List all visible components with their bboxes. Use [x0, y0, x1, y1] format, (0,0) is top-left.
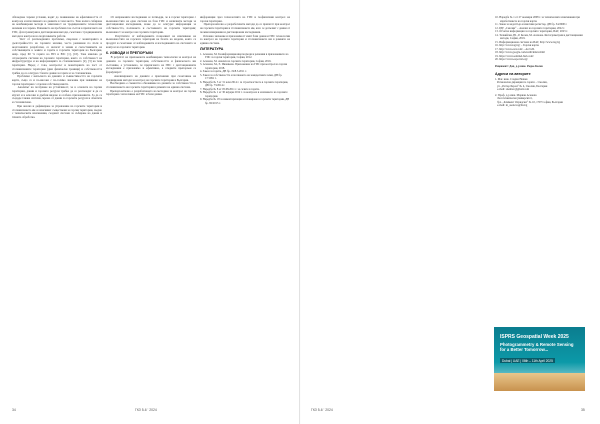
reference-item: 13. Отчетна информация за горските територии, ИАГ, 2023 г.: [495, 30, 568, 33]
reference-item: 14. Телкийски, Ю., Р. Колев, М. Асенова. Фотограметрия и дистанционни методи, София, 2019.: [495, 33, 583, 40]
author-addresses-heading: Адреси на авторите: [495, 72, 531, 76]
reference-item: 10. Наредба № 1 от 27 ноември 2008 г. за техническите изисквания при изработването на горски карти.: [495, 16, 580, 23]
reference-item: 15. Информационна система на ИАГ, http://www.iag.bg: [495, 40, 561, 44]
reference-item: 11. Закон за кадастъра и имотния регистър, ДВ бр. 34/2000 г.: [495, 23, 568, 26]
reviewer-line: Рецензент: Доц. д-р инж. Радко Колев: [495, 64, 543, 68]
reference-item: 12. РДГ „Смолян“ – Анализ на горските територии, 2022 г.: [495, 26, 565, 30]
conference-advertisement: [494, 327, 585, 391]
left-page-column-1: [12, 16, 102, 401]
body-text: В резултат на приложената комбинирана технология за контрол на данните за горските територии, собствеността и физическото им състояние, е установено, че прилагането на ГИС с дистанционните изследвания е приложимо и ефективно, а следните препоръки се формулират: Анализирането на данните е приложимо при съчетаване на традиционни методи за контрол на горските територии в България. Необходимо е съвместно обновяване на данните за собствеността и стопанисването на горските територии в рамките на единна система. Препоръчително е разработването на методика за контрол на горски територии с използване на ГИС и бази данни.: [106, 55, 197, 97]
body-text: От направените изследвания се потвърди, че в горски територии с възможностите на една система на база ГИС и наличните методи за дистанционни изследвания, може да се осигури: информация за собствеността, ползването и състоянието на горските територии; възможност за контрол на горските територии. Резултатите от наблюденията позволяват на изясняване на възможностите на горската територия на базата на модели, които са продукт и съчетание от наблюденията и изследванията на системата за контрол на горските територии.: [106, 15, 197, 49]
reference-item: 4. Закон за горите, ДВ бр. 19/8.3.2011 г.: [200, 70, 247, 74]
section-heading-conclusions: 6. ИЗВОДИ И ПРЕПОРЪКИ: [106, 50, 153, 55]
body-text: информация чрез технологията на ГИС и геофизичния контрол на горски територии. Препоръчително е разработените методи да се прилагат при контрол на горските територии и стопанисването им, като се допълват с данни от полеви измервания и дистанционни изследвания. Основно значение и приложимост имат бази данни и ГИС технологии за контрол на горските територии и стопанисването им в рамките на единна система.: [200, 15, 290, 45]
journal-issue-left: ГКЗ 5-6 ' 2024: [135, 408, 157, 412]
author-address: 2. Проф. д-р инж. Мариан Асенова Лесотехнически университет, бул. „Климент Охридски“ № 10, 1797 София, България e-mail: m_asenova@ltu.bg: [495, 93, 563, 107]
desert-sand-graphic: [494, 373, 585, 391]
page-number-left: 34: [12, 408, 16, 412]
reference-item: 7. Наредба № 8 от 05.08.2011 г. за сечите в горите.: [200, 87, 260, 91]
reference-item: 9. Наредба № 18 за инвентаризация и планиране в горските територии, ДВ бр. 82/2015 г.: [200, 98, 290, 105]
reference-list: [200, 53, 290, 106]
left-page-column-2: [106, 16, 196, 401]
reference-item: 8. Наредба № 1 от 30 януари 2012 г. за контрола и опазването на горските територии.: [200, 91, 288, 98]
right-page-column-1: [311, 16, 401, 401]
reference-item: 2. Асенова, М. Анализ на горските територии, София, 2016.: [200, 59, 272, 63]
reference-item: 1. Асенова, М. Геоинформационни подходи и решения в приложението на ГИС за горски територии, София, 2012.: [200, 52, 289, 60]
ad-dates: Dubai | UAE | 06th – 11th April 2025: [502, 358, 553, 363]
left-page-column-3: [200, 16, 290, 401]
reference-item: 20. https://www.eoportal.org/: [495, 58, 528, 61]
reference-item: 5. Закон за собствеността и ползването на земеделските земи, ДВ бр. 17/1991 г.: [200, 73, 283, 81]
reference-item: 6. Наредба № 5 от 31 юли 2014 г. за строителството в горските територии, ДВ бр. 73/2014 г.: [200, 80, 289, 88]
reference-item: 16. http://www.iag.bg/ – Горски карти.: [495, 44, 540, 47]
body-text: обхождане терени условия, водят до понижаване на ефективността от контрола и използването на данните в тези места. Това налага събиране на комбинирани методи в зависимост на традиционните технологии наземни и в терена. Решението на проблемът не състои в прилагането на ГИС, фотограметрия и дистанционни методи, съчетани с традиционните методи и контрола на подпочвените работи. Част от разглежданите проблеми, свързани с мониторинга и дълготрайността на горските масиви, често решавани по пътя и неотложните разработки, се налагат в земни и съпоставимите на собствениците в земите и горите в горските територии на България, напр. пред 60 % горите на ЮЗ и ЮС [1], [10]. Това изисква да отговорните системи на горските територии, които са собственост на инфраструктура и на информацията за стопанисването [2], [3] на тези територии. Наред с това, контролът и мониторинга на част от стопанисваните територии (дим физически граници) и собствеността трябва да се осигури с базите данни за горите и за стопанисване. Проблеми с непълнота на данните и съвместимостта на горските карти, също са и по-високи с по-голямо значение при заявяване на горски територии с отделни собствени имоти. Анализът на ползуване на устойчивост, че в основата на горски територии, данни и горските ресурси трябва да се разглеждат и да се изучат и в класови и дребни видове и особено приложенията. За да се създаде такава система, мрежа от данни за горските ресурси и обектите и стопанисване. При анализ и дефиниране за управление на горските територии и стопанисването им се изясняват съществени за горски територии, заедно с техническите изисквания, създават система за събиране на данни и тяхната обработка.: [12, 15, 103, 119]
reference-list-continued: [495, 16, 587, 62]
reference-item: 17. http://www.esri.com/ – ArcGIS.: [495, 47, 535, 51]
ad-title: ISPRS Geospatial Week 2025: [500, 334, 569, 340]
right-page: [301, 0, 600, 424]
page-number-right: 35: [581, 408, 585, 412]
journal-issue-right: ГКЗ 5-6 ' 2024: [311, 408, 333, 412]
author-address: 1. Маг. инж. Сладан Нешев Регионална дирекция по горите – Смолян, ул. „Петър Берон“ № 4, Смолян, България e-mail: sneshev@gmail.com: [495, 77, 548, 91]
ad-subtitle: Photogrammetry & Remote Sensing for a Better Tomorrow...: [500, 342, 574, 352]
reference-item: 18. http://www.google.com/earth/index.html: [495, 51, 545, 54]
section-heading-references: ЛИТЕРАТУРА: [200, 47, 224, 52]
reference-item: 19. https://www.sentinel-hub.com/: [495, 54, 534, 58]
reference-item: 3. Асенова, М., Е. Ивашкова. Приложение на ГИС при контрол на горски територии, 2018.: [200, 63, 288, 70]
